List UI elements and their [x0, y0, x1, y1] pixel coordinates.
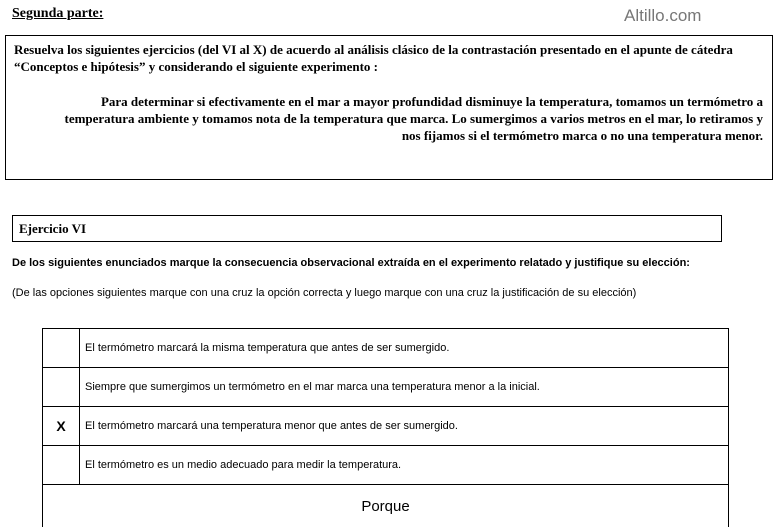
option-row: [43, 407, 729, 446]
option-checkbox[interactable]: [43, 329, 80, 368]
option-text: El termómetro marcará una temperatura menor que antes de ser sumergido.: [80, 407, 729, 446]
exercise-header: [12, 215, 722, 242]
question-text: De los siguientes enunciados marque la consecuencia observacional extraída en el experimento relatado y justifique su elección:: [12, 257, 690, 269]
options-table: [42, 328, 729, 527]
section-heading: Segunda parte:: [12, 6, 104, 21]
option-checkbox[interactable]: [43, 368, 80, 407]
option-text: Siempre que sumergimos un termómetro en el mar marca una temperatura menor a la inicial.: [80, 368, 729, 407]
intro-text: Resuelva los siguientes ejercicios (del VI al X) de acuerdo al análisis clásico de la contrastación presentado en el apunte de cátedra “Conceptos e hipótesis” y considerando el siguiente experimento :: [14, 42, 733, 74]
watermark: Altillo.com: [624, 6, 702, 25]
experiment-description: Para determinar si efectivamente en el mar a mayor profundidad disminuye la temperatura, tomamos un termómetro a temperatura ambiente y tomamos nota de la temperatura que marca. Lo sumergimos a varios metros en el mar, lo retiramos y nos fijamos si el termómetro marca o no una temperatura menor.: [64, 94, 763, 143]
porque-row: [43, 485, 729, 528]
option-text: El termómetro es un medio adecuado para medir la temperatura.: [80, 446, 729, 485]
exercise-title: Ejercicio VI: [19, 221, 87, 236]
porque-label: Porque: [43, 485, 729, 528]
intro-box: [5, 35, 773, 180]
option-checkbox[interactable]: X: [43, 407, 80, 446]
option-text: El termómetro marcará la misma temperatura que antes de ser sumergido.: [80, 329, 729, 368]
instructions-text: (De las opciones siguientes marque con una cruz la opción correcta y luego marque con una cruz la justificación de su elección): [12, 287, 637, 299]
option-row: [43, 329, 729, 368]
option-checkbox[interactable]: [43, 446, 80, 485]
option-row: [43, 446, 729, 485]
option-row: [43, 368, 729, 407]
